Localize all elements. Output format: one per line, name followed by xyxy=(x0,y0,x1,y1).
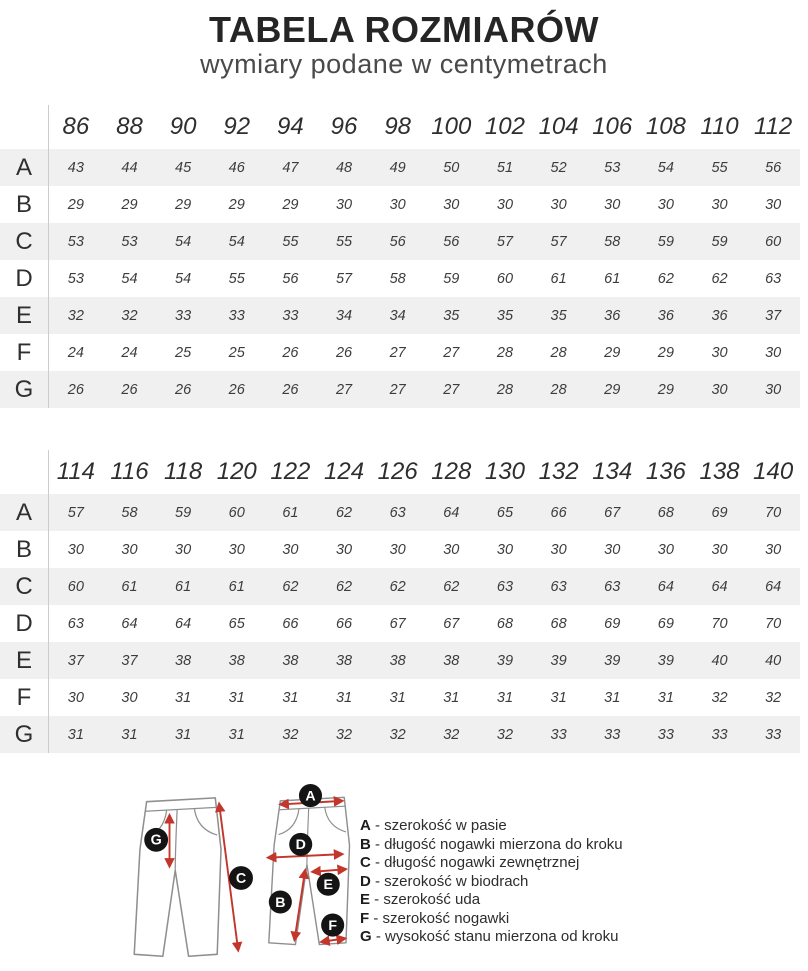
size-value-cell: 32 xyxy=(67,307,84,324)
legend-item-A xyxy=(360,817,623,836)
size-column-header: 94 xyxy=(277,113,304,140)
size-value-cell: 31 xyxy=(67,726,84,743)
size-column-header: 118 xyxy=(163,458,203,485)
size-value-cell: 27 xyxy=(335,381,353,398)
size-value-cell: 51 xyxy=(496,159,514,176)
row-label: F xyxy=(0,679,49,716)
size-value-cell: 61 xyxy=(228,578,245,595)
measurement-row-F xyxy=(0,334,800,371)
size-value-cell: 63 xyxy=(765,270,782,287)
size-value-cell: 64 xyxy=(443,504,460,521)
size-value-cell: 30 xyxy=(657,541,674,558)
size-value-cell: 38 xyxy=(443,652,460,669)
size-value-cell: 32 xyxy=(389,726,406,743)
size-value-cell: 58 xyxy=(121,504,138,521)
size-value-cell: 47 xyxy=(282,159,299,176)
legend-item-B xyxy=(360,836,623,855)
size-value-cell: 30 xyxy=(765,196,782,213)
legend-letter: D xyxy=(360,872,371,890)
size-column-header: 138 xyxy=(699,458,740,485)
size-value-cell: 30 xyxy=(765,344,782,361)
size-value-cell: 36 xyxy=(657,307,674,324)
size-value-cell: 65 xyxy=(496,504,514,521)
legend-letter: F xyxy=(360,909,370,927)
size-column-header: 98 xyxy=(384,113,412,140)
row-label: D xyxy=(0,260,49,297)
size-value-cell: 31 xyxy=(550,689,567,706)
size-value-cell: 40 xyxy=(711,652,728,669)
size-value-cell: 56 xyxy=(765,159,782,176)
legend-letter: B xyxy=(360,835,371,853)
pants-measure-view xyxy=(268,784,350,945)
legend-item-G xyxy=(360,928,623,947)
size-value-cell: 61 xyxy=(175,578,192,595)
size-value-cell: 53 xyxy=(67,270,84,287)
size-value-cell: 63 xyxy=(389,504,406,521)
legend-letter: G xyxy=(360,928,372,945)
size-column-header: 110 xyxy=(700,113,739,140)
size-value-cell: 70 xyxy=(765,504,782,521)
size-value-cell: 30 xyxy=(550,541,567,558)
size-value-cell: 61 xyxy=(121,578,138,595)
size-value-cell: 26 xyxy=(228,381,245,398)
size-value-cell: 59 xyxy=(175,504,192,521)
legend-item-D xyxy=(360,873,623,892)
legend-text: - długość nogawki zewnętrznej xyxy=(370,854,580,871)
size-value-cell: 31 xyxy=(175,726,192,743)
size-value-cell: 65 xyxy=(228,615,245,632)
size-value-cell: 29 xyxy=(604,381,621,398)
size-value-cell: 32 xyxy=(711,689,728,706)
size-value-cell: 30 xyxy=(604,196,621,213)
marker-letter-C: C xyxy=(235,870,247,887)
size-value-cell: 57 xyxy=(335,270,353,287)
size-value-cell: 31 xyxy=(175,689,192,706)
measurement-row-G xyxy=(0,716,800,753)
measurement-row-A xyxy=(0,494,800,531)
size-value-cell: 29 xyxy=(657,344,674,361)
size-value-cell: 33 xyxy=(604,726,621,743)
size-value-cell: 33 xyxy=(765,726,782,743)
size-value-cell: 56 xyxy=(389,233,406,250)
size-value-cell: 30 xyxy=(175,541,192,558)
page-subtitle: wymiary podane w centymetrach xyxy=(200,49,608,79)
size-value-cell: 29 xyxy=(67,196,84,213)
size-value-cell: 36 xyxy=(711,307,728,324)
row-label: B xyxy=(0,531,49,568)
row-label: G xyxy=(0,371,49,408)
size-value-cell: 30 xyxy=(121,689,138,706)
size-value-cell: 33 xyxy=(228,307,245,324)
size-column-header: 116 xyxy=(110,458,149,485)
legend-text: - wysokość stanu mierzona od kroku xyxy=(371,928,619,945)
legend-letter: C xyxy=(360,854,371,871)
size-value-cell: 60 xyxy=(67,578,84,595)
size-value-cell: 31 xyxy=(282,689,299,706)
size-value-cell: 30 xyxy=(496,196,514,213)
size-value-cell: 25 xyxy=(228,344,245,361)
size-value-cell: 60 xyxy=(496,270,514,287)
size-column-header: 126 xyxy=(377,458,418,485)
size-value-cell: 61 xyxy=(604,270,621,287)
size-value-cell: 61 xyxy=(550,270,567,287)
legend-item-F xyxy=(360,910,623,929)
size-value-cell: 29 xyxy=(604,344,621,361)
size-value-cell: 30 xyxy=(765,381,782,398)
header-spacer xyxy=(0,105,49,149)
size-value-cell: 54 xyxy=(228,233,245,250)
size-value-cell: 62 xyxy=(443,578,460,595)
size-value-cell: 49 xyxy=(389,159,406,176)
size-value-cell: 31 xyxy=(389,689,406,706)
marker-letter-G: G xyxy=(150,832,162,849)
size-value-cell: 63 xyxy=(67,615,84,632)
size-value-cell: 31 xyxy=(443,689,460,706)
measurement-row-B xyxy=(0,186,800,223)
size-value-cell: 53 xyxy=(604,159,621,176)
size-value-cell: 31 xyxy=(657,689,674,706)
measurement-row-B xyxy=(0,531,800,568)
size-value-cell: 32 xyxy=(496,726,514,743)
legend-letter: A xyxy=(360,817,371,834)
size-value-cell: 57 xyxy=(67,504,84,521)
size-value-cell: 38 xyxy=(335,652,353,669)
size-value-cell: 53 xyxy=(121,233,138,250)
size-value-cell: 30 xyxy=(335,196,353,213)
size-value-cell: 29 xyxy=(175,196,192,213)
size-value-cell: 33 xyxy=(711,726,728,743)
size-value-cell: 59 xyxy=(711,233,728,250)
size-value-cell: 36 xyxy=(604,307,621,324)
size-value-cell: 66 xyxy=(550,504,567,521)
size-value-cell: 27 xyxy=(389,381,406,398)
size-value-cell: 54 xyxy=(175,233,192,250)
size-value-cell: 32 xyxy=(335,726,353,743)
size-value-cell: 30 xyxy=(443,541,460,558)
size-value-cell: 54 xyxy=(121,270,138,287)
marker-letter-F: F xyxy=(328,917,337,934)
size-value-cell: 30 xyxy=(389,196,406,213)
size-value-cell: 29 xyxy=(121,196,138,213)
size-column-header: 86 xyxy=(62,113,90,140)
size-value-cell: 37 xyxy=(67,652,84,669)
size-value-cell: 35 xyxy=(443,307,460,324)
size-column-header: 88 xyxy=(116,113,143,140)
marker-letter-E: E xyxy=(323,877,333,894)
size-value-cell: 32 xyxy=(443,726,460,743)
size-column-header: 92 xyxy=(223,113,251,140)
size-value-cell: 56 xyxy=(282,270,299,287)
size-value-cell: 26 xyxy=(282,344,299,361)
pants-measurement-diagram xyxy=(118,781,366,971)
row-label: D xyxy=(0,605,49,642)
size-value-cell: 26 xyxy=(175,381,192,398)
size-value-cell: 30 xyxy=(335,541,353,558)
size-value-cell: 24 xyxy=(121,344,138,361)
measurement-row-G xyxy=(0,371,800,408)
pants-front-view xyxy=(134,798,253,956)
size-column-header: 140 xyxy=(753,458,794,485)
size-value-cell: 33 xyxy=(175,307,192,324)
size-value-cell: 30 xyxy=(121,541,138,558)
measurement-row-D xyxy=(0,605,800,642)
size-value-cell: 68 xyxy=(657,504,674,521)
size-value-cell: 26 xyxy=(335,344,353,361)
size-value-cell: 30 xyxy=(711,344,728,361)
size-column-header: 106 xyxy=(592,113,633,140)
size-value-cell: 43 xyxy=(67,159,84,176)
size-value-cell: 69 xyxy=(657,615,674,632)
size-value-cell: 30 xyxy=(765,541,782,558)
header xyxy=(0,0,808,78)
size-value-cell: 38 xyxy=(282,652,299,669)
size-value-cell: 32 xyxy=(282,726,299,743)
size-value-cell: 35 xyxy=(496,307,514,324)
size-value-cell: 64 xyxy=(765,578,782,595)
marker-letter-A: A xyxy=(305,788,316,805)
size-value-cell: 25 xyxy=(175,344,192,361)
size-column-header: 132 xyxy=(538,458,579,485)
size-value-cell: 44 xyxy=(121,159,138,176)
size-value-cell: 61 xyxy=(282,504,299,521)
size-value-cell: 30 xyxy=(711,381,728,398)
size-value-cell: 39 xyxy=(604,652,621,669)
size-value-cell: 30 xyxy=(67,541,84,558)
size-value-cell: 26 xyxy=(121,381,138,398)
size-value-cell: 60 xyxy=(228,504,245,521)
measurement-row-E xyxy=(0,642,800,679)
size-value-cell: 38 xyxy=(175,652,192,669)
size-value-cell: 30 xyxy=(604,541,621,558)
row-label: F xyxy=(0,334,49,371)
measurement-row-D xyxy=(0,260,800,297)
size-value-cell: 55 xyxy=(711,159,728,176)
legend-text: - szerokość w pasie xyxy=(370,817,507,834)
size-value-cell: 62 xyxy=(711,270,728,287)
size-value-cell: 31 xyxy=(228,726,245,743)
size-value-cell: 58 xyxy=(604,233,621,250)
size-value-cell: 37 xyxy=(765,307,782,324)
size-value-cell: 26 xyxy=(67,381,84,398)
size-value-cell: 39 xyxy=(550,652,567,669)
size-value-cell: 59 xyxy=(657,233,674,250)
row-label: B xyxy=(0,186,49,223)
size-value-cell: 27 xyxy=(443,344,460,361)
size-column-header: 130 xyxy=(484,458,525,485)
size-value-cell: 24 xyxy=(67,344,84,361)
size-value-cell: 30 xyxy=(443,196,460,213)
measurement-row-C xyxy=(0,568,800,605)
row-label: A xyxy=(0,494,49,531)
size-value-cell: 31 xyxy=(496,689,514,706)
size-value-cell: 38 xyxy=(228,652,245,669)
size-header-row xyxy=(0,105,800,149)
size-value-cell: 30 xyxy=(496,541,514,558)
measurement-row-A xyxy=(0,149,800,186)
size-value-cell: 62 xyxy=(389,578,406,595)
row-label: E xyxy=(0,297,49,334)
size-value-cell: 27 xyxy=(443,381,460,398)
size-value-cell: 39 xyxy=(657,652,674,669)
size-value-cell: 70 xyxy=(711,615,728,632)
row-label: G xyxy=(0,716,49,753)
size-value-cell: 57 xyxy=(496,233,514,250)
size-value-cell: 30 xyxy=(282,541,299,558)
size-value-cell: 30 xyxy=(711,196,728,213)
size-value-cell: 34 xyxy=(335,307,353,324)
legend-item-E xyxy=(360,891,623,910)
measurement-guide xyxy=(0,781,808,971)
size-value-cell: 50 xyxy=(443,159,460,176)
size-column-header: 128 xyxy=(431,458,472,485)
size-value-cell: 38 xyxy=(389,652,406,669)
size-value-cell: 45 xyxy=(175,159,192,176)
size-value-cell: 60 xyxy=(765,233,782,250)
size-value-cell: 54 xyxy=(175,270,192,287)
size-value-cell: 29 xyxy=(228,196,245,213)
size-column-header: 112 xyxy=(754,113,793,140)
size-value-cell: 63 xyxy=(496,578,514,595)
size-value-cell: 39 xyxy=(496,652,514,669)
size-value-cell: 53 xyxy=(67,233,84,250)
marker-letter-B: B xyxy=(275,894,286,911)
size-table-small xyxy=(0,105,800,408)
size-value-cell: 52 xyxy=(550,159,567,176)
size-value-cell: 69 xyxy=(711,504,728,521)
size-value-cell: 28 xyxy=(496,344,514,361)
size-value-cell: 31 xyxy=(335,689,353,706)
page-title: TABELA ROZMIARÓW xyxy=(209,9,599,50)
size-column-header: 90 xyxy=(169,113,197,140)
size-value-cell: 29 xyxy=(657,381,674,398)
size-value-cell: 30 xyxy=(67,689,84,706)
size-value-cell: 55 xyxy=(282,233,299,250)
size-value-cell: 57 xyxy=(550,233,567,250)
size-value-cell: 31 xyxy=(121,726,138,743)
legend-text: - szerokość w biodrach xyxy=(370,872,529,890)
legend-letter: E xyxy=(360,891,371,908)
size-value-cell: 33 xyxy=(550,726,567,743)
legend-text: - szerokość uda xyxy=(370,891,481,908)
size-value-cell: 26 xyxy=(282,381,299,398)
size-value-cell: 67 xyxy=(389,615,406,632)
legend-text: - długość nogawki mierzona do kroku xyxy=(370,835,623,853)
row-label: C xyxy=(0,223,49,260)
size-value-cell: 35 xyxy=(550,307,567,324)
size-column-header: 96 xyxy=(330,113,358,140)
legend xyxy=(360,781,623,971)
size-value-cell: 64 xyxy=(175,615,192,632)
size-value-cell: 56 xyxy=(443,233,460,250)
size-value-cell: 40 xyxy=(765,652,782,669)
size-value-cell: 32 xyxy=(121,307,138,324)
size-value-cell: 46 xyxy=(228,159,245,176)
row-label: A xyxy=(0,149,49,186)
size-value-cell: 30 xyxy=(550,196,567,213)
size-column-header: 102 xyxy=(484,113,525,140)
size-value-cell: 62 xyxy=(335,578,353,595)
marker-letter-D: D xyxy=(295,837,306,854)
measurement-row-F xyxy=(0,679,800,716)
measurement-row-E xyxy=(0,297,800,334)
size-value-cell: 55 xyxy=(335,233,353,250)
legend-text: - szerokość nogawki xyxy=(369,909,510,927)
size-value-cell: 62 xyxy=(657,270,674,287)
size-value-cell: 63 xyxy=(604,578,621,595)
size-value-cell: 62 xyxy=(335,504,353,521)
size-header-row xyxy=(0,450,800,494)
size-value-cell: 67 xyxy=(604,504,621,521)
size-value-cell: 59 xyxy=(443,270,460,287)
size-value-cell: 33 xyxy=(657,726,674,743)
size-value-cell: 68 xyxy=(496,615,514,632)
size-value-cell: 31 xyxy=(228,689,245,706)
size-value-cell: 28 xyxy=(550,344,567,361)
size-value-cell: 66 xyxy=(282,615,299,632)
size-value-cell: 66 xyxy=(335,615,353,632)
size-column-header: 104 xyxy=(538,113,579,140)
size-value-cell: 37 xyxy=(121,652,138,669)
size-value-cell: 55 xyxy=(228,270,245,287)
size-value-cell: 30 xyxy=(657,196,674,213)
size-value-cell: 69 xyxy=(604,615,621,632)
size-value-cell: 58 xyxy=(389,270,406,287)
size-value-cell: 48 xyxy=(335,159,353,176)
size-value-cell: 64 xyxy=(121,615,138,632)
size-value-cell: 64 xyxy=(711,578,728,595)
size-value-cell: 62 xyxy=(282,578,299,595)
size-value-cell: 30 xyxy=(711,541,728,558)
row-label: E xyxy=(0,642,49,679)
size-column-header: 124 xyxy=(324,458,365,485)
size-table-large xyxy=(0,450,800,753)
size-column-header: 114 xyxy=(56,458,95,485)
size-column-header: 122 xyxy=(270,458,311,485)
size-value-cell: 54 xyxy=(657,159,674,176)
size-value-cell: 30 xyxy=(228,541,245,558)
size-value-cell: 29 xyxy=(282,196,299,213)
row-label: C xyxy=(0,568,49,605)
size-value-cell: 30 xyxy=(389,541,406,558)
size-value-cell: 64 xyxy=(657,578,674,595)
size-column-header: 108 xyxy=(645,113,686,140)
size-value-cell: 27 xyxy=(389,344,406,361)
size-value-cell: 67 xyxy=(443,615,460,632)
size-value-cell: 31 xyxy=(604,689,621,706)
measurement-row-C xyxy=(0,223,800,260)
header-spacer xyxy=(0,450,49,494)
size-value-cell: 28 xyxy=(496,381,514,398)
size-column-header: 136 xyxy=(645,458,686,485)
size-value-cell: 63 xyxy=(550,578,567,595)
size-value-cell: 32 xyxy=(765,689,782,706)
size-column-header: 100 xyxy=(431,113,472,140)
size-value-cell: 34 xyxy=(389,307,406,324)
legend-item-C xyxy=(360,854,623,873)
size-value-cell: 68 xyxy=(550,615,567,632)
size-value-cell: 28 xyxy=(550,381,567,398)
size-value-cell: 70 xyxy=(765,615,782,632)
size-value-cell: 33 xyxy=(282,307,299,324)
size-column-header: 134 xyxy=(592,458,633,485)
size-column-header: 120 xyxy=(216,458,257,485)
